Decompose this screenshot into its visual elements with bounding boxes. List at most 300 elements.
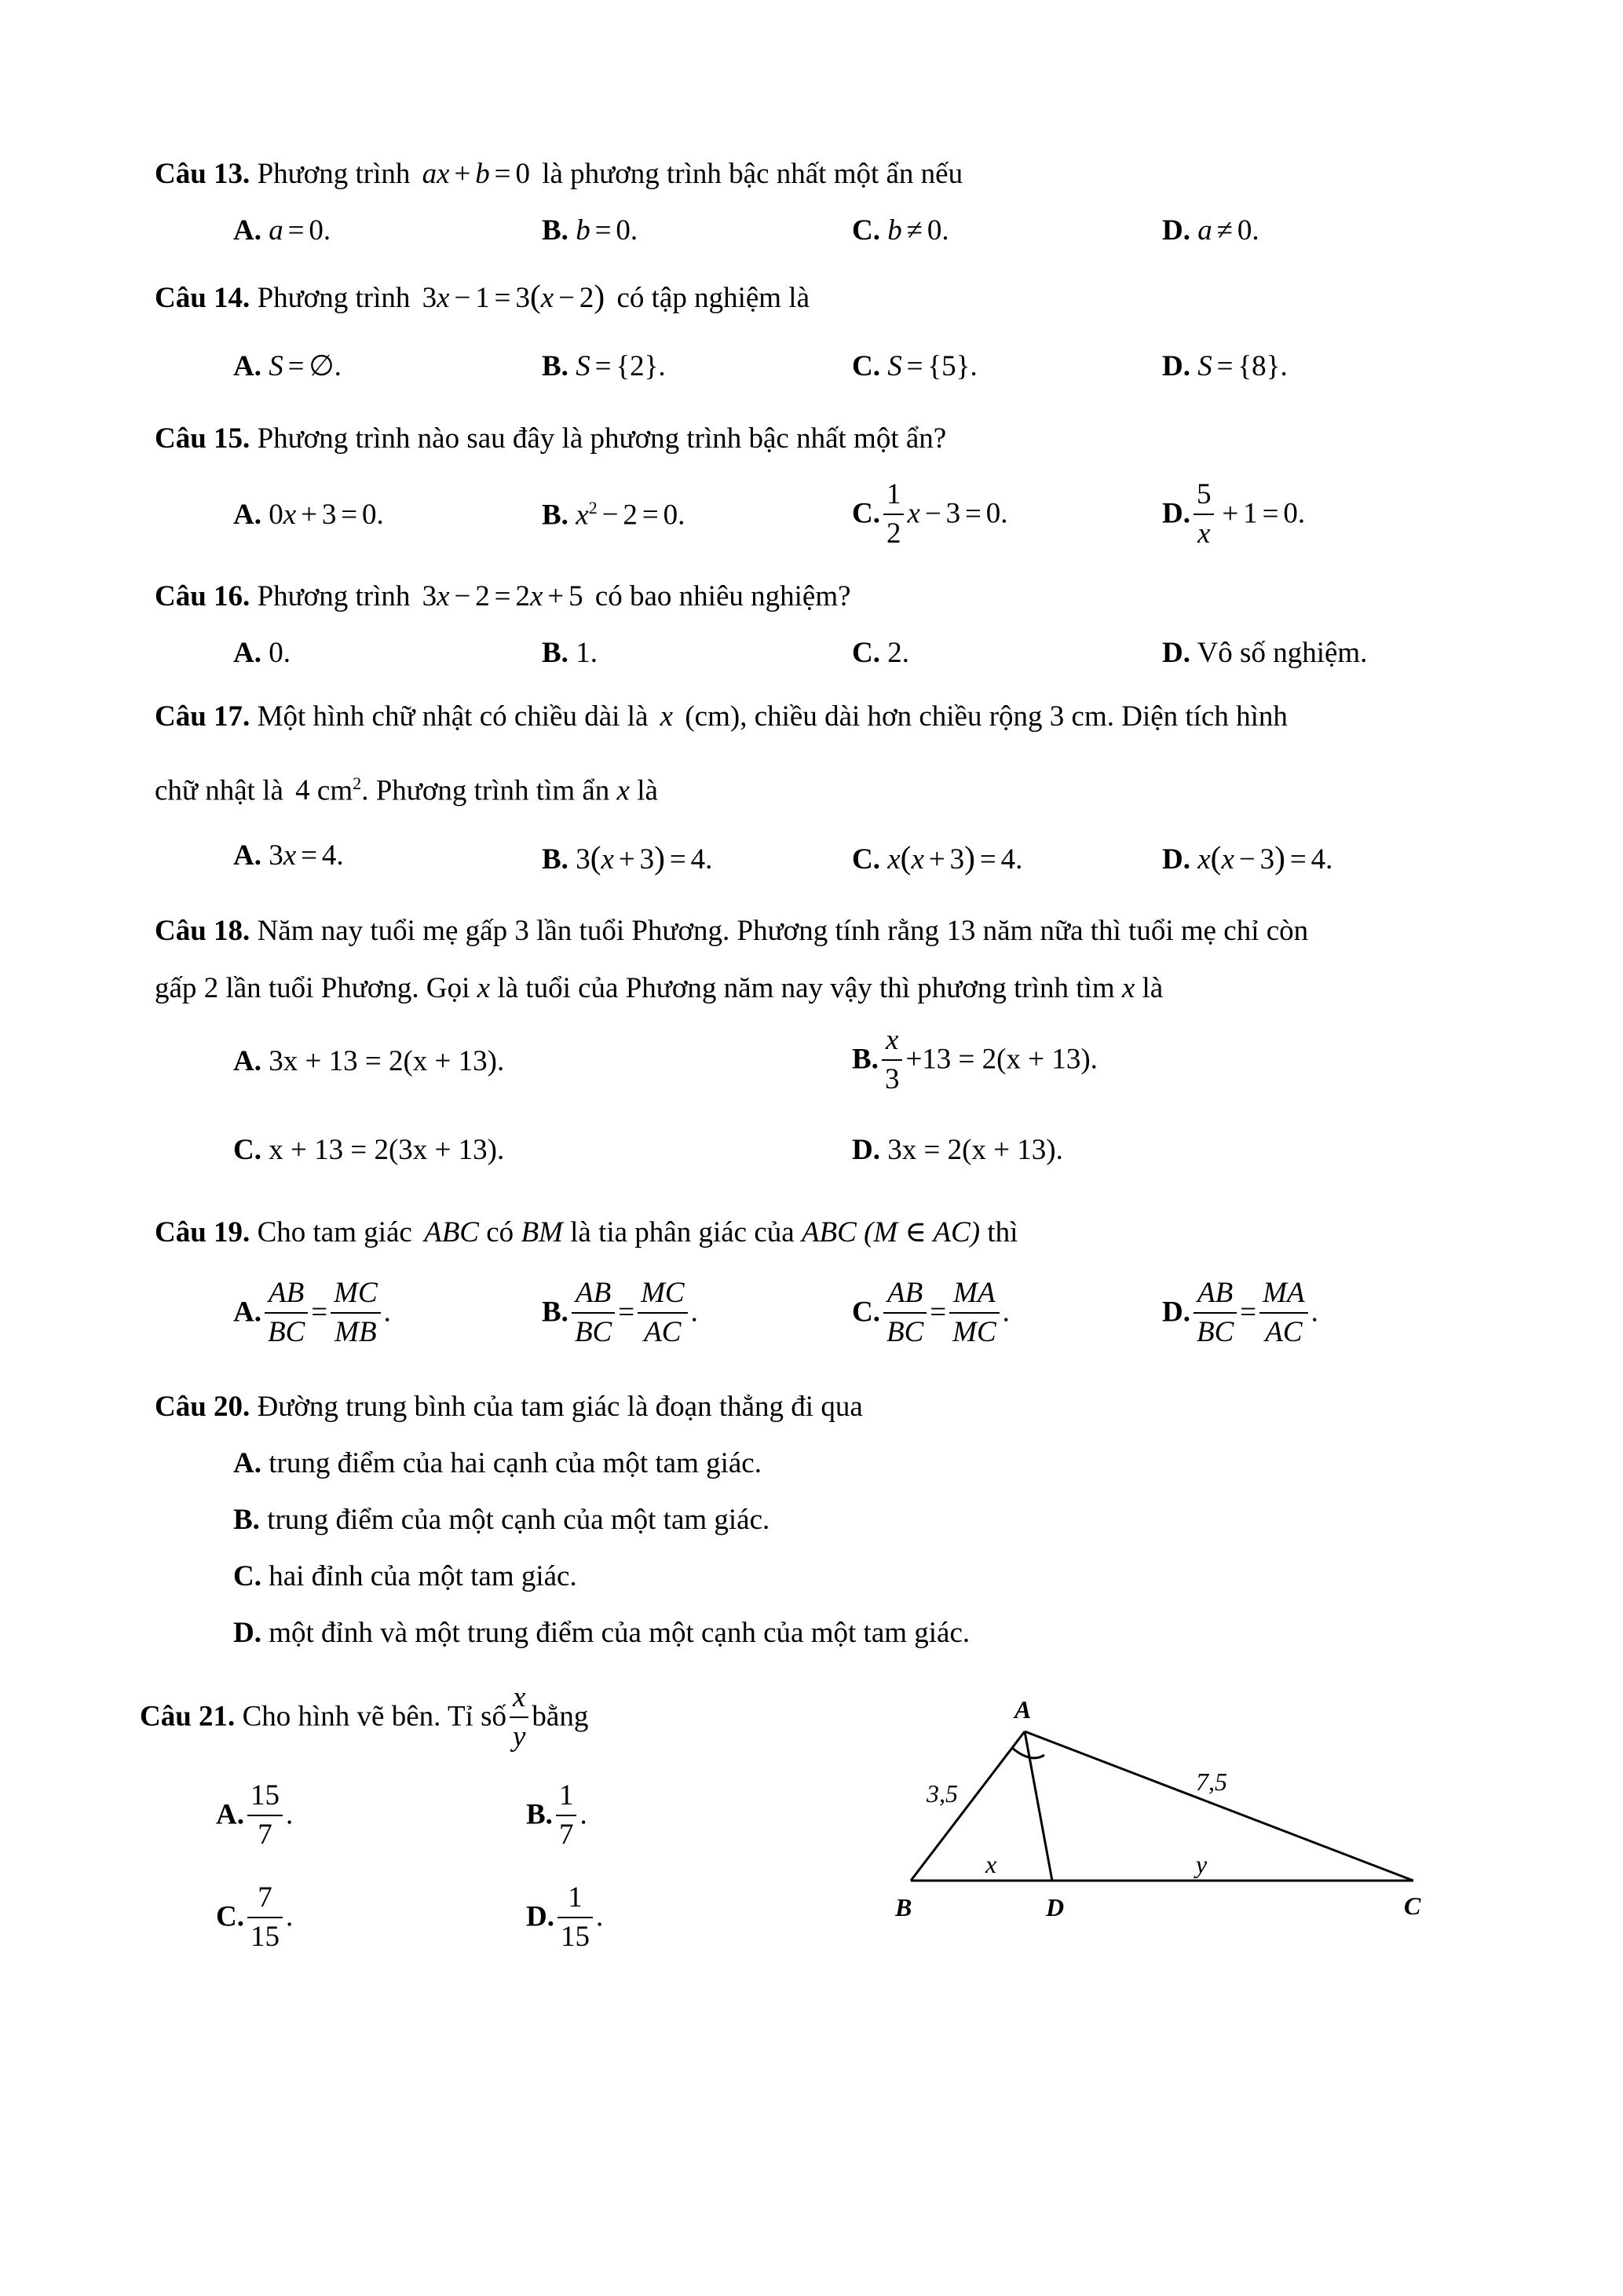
math-op: + <box>301 499 317 531</box>
option-value: 3x = 2(x + 13). <box>887 1134 1063 1166</box>
fraction <box>638 1274 688 1351</box>
option-key: D. <box>852 1134 880 1166</box>
math-paren: ) <box>1274 839 1285 876</box>
option-key: A. <box>233 214 261 247</box>
fraction <box>265 1274 308 1351</box>
stem-text: cm. Diện tích hình <box>1071 700 1288 733</box>
punct: . <box>283 637 291 669</box>
math-op: + <box>547 580 565 612</box>
math-term: a <box>269 214 283 247</box>
question-label: Câu 13. <box>155 158 250 190</box>
math-term: 3 <box>1049 700 1065 733</box>
fraction-denominator: x <box>1197 517 1211 550</box>
math-op: = <box>287 350 305 382</box>
stem-text: , chiều dài hơn chiều rộng <box>740 700 1043 733</box>
stem-text: có tập nghiệm là <box>616 282 810 314</box>
option-b[interactable] <box>542 839 712 878</box>
option-key: B. <box>542 350 568 382</box>
option-c[interactable] <box>216 1881 293 1958</box>
option-key: C. <box>852 497 880 530</box>
option-key: B. <box>542 214 568 247</box>
question-label: Câu 15. <box>155 422 250 455</box>
math-op: = <box>311 1296 328 1329</box>
option-a[interactable] <box>233 1276 391 1353</box>
math-paren: ( <box>1210 839 1222 876</box>
fraction <box>557 1879 593 1956</box>
question-18-stem-line2 <box>155 971 1163 1006</box>
math-term: 4 <box>1310 843 1326 876</box>
option-key: C. <box>852 214 880 247</box>
punct: . <box>323 214 331 247</box>
math-term: x <box>887 843 901 876</box>
fraction <box>949 1274 1000 1351</box>
math-op: = <box>301 839 317 872</box>
stem-text: Một hình chữ nhật có chiều dài là <box>257 700 649 733</box>
option-d[interactable] <box>852 1133 1063 1168</box>
math-term: x <box>601 843 614 876</box>
side-ac <box>1025 1731 1413 1881</box>
option-d[interactable] <box>1162 477 1305 554</box>
fraction-denominator: BC <box>267 1316 305 1349</box>
option-value: +13 = 2(x + 13). <box>905 1043 1098 1076</box>
option-value: Vô số nghiệm. <box>1197 637 1368 669</box>
question-label: Câu 18. <box>155 915 250 947</box>
punct: . <box>690 1296 698 1329</box>
vertex-b-label: B <box>895 1893 912 1921</box>
math-term: 4 <box>321 839 337 872</box>
math-op: = <box>642 499 659 532</box>
math-term: a <box>1197 214 1212 247</box>
math-op: = <box>618 1296 635 1329</box>
math-term: 13 <box>946 915 976 947</box>
question-label: Câu 17. <box>155 700 250 733</box>
option-value: x + 13 = 2(3x + 13). <box>269 1134 505 1166</box>
vertex-a-label: A <box>1014 1695 1032 1724</box>
math-term: 5 <box>568 580 583 612</box>
option-key: D. <box>1162 214 1190 247</box>
math-op: = <box>1240 1296 1257 1329</box>
length-ab-label: 3,5 <box>927 1779 958 1808</box>
punct: . <box>970 350 978 382</box>
segment-y-label: y <box>1196 1850 1208 1878</box>
math-term: ∅ <box>309 350 334 382</box>
question-16-stem <box>155 579 851 614</box>
math-op: = <box>1262 497 1279 530</box>
option-key: C. <box>216 1900 244 1933</box>
punct: . <box>658 350 666 382</box>
fraction-numerator: 1 <box>883 476 905 515</box>
math-term: x <box>437 580 450 612</box>
math-exponent: 2 <box>588 498 598 517</box>
fraction-numerator: AB <box>1193 1274 1237 1314</box>
punct: . <box>1252 214 1259 247</box>
fraction-numerator: 1 <box>557 1879 593 1918</box>
math-term: 3 <box>269 839 283 872</box>
fraction-numerator: 5 <box>1193 476 1215 515</box>
option-a[interactable] <box>233 1446 762 1481</box>
question-label: Câu 16. <box>155 580 250 612</box>
option-value: 0 <box>269 637 283 669</box>
math-term: x <box>907 497 920 530</box>
math-paren: ( <box>900 839 912 876</box>
punct: . <box>336 839 344 872</box>
option-c[interactable] <box>852 1276 1010 1353</box>
fraction <box>1259 1274 1307 1351</box>
math-op: = <box>287 214 305 247</box>
option-b[interactable] <box>542 349 666 384</box>
option-key: B. <box>542 637 568 669</box>
math-paren: ( <box>529 278 541 314</box>
punct: . <box>285 1798 294 1831</box>
fraction <box>331 1274 381 1351</box>
fraction-numerator: AB <box>265 1274 308 1314</box>
math-term: 2 <box>203 972 219 1004</box>
punct: . <box>1002 1296 1010 1329</box>
math-op: ≠ <box>906 214 923 247</box>
stem-text: là tia phân giác của <box>570 1216 795 1249</box>
option-c[interactable] <box>852 214 949 248</box>
option-key: D. <box>1162 637 1190 669</box>
option-b[interactable] <box>542 1276 698 1353</box>
math-term: 2 <box>475 580 490 612</box>
math-term: 0 <box>309 214 324 247</box>
fraction-numerator: x <box>882 1022 903 1061</box>
option-key: B. <box>233 1504 260 1536</box>
math-op: = <box>1289 843 1307 876</box>
math-op: − <box>1238 843 1256 876</box>
option-a[interactable] <box>233 1044 504 1079</box>
option-b[interactable] <box>542 636 598 671</box>
math-op: − <box>924 497 941 530</box>
option-c[interactable] <box>852 349 978 384</box>
math-term: 0. <box>362 499 384 531</box>
bisector-ad <box>1025 1731 1052 1881</box>
fraction-denominator: BC <box>886 1316 924 1349</box>
option-c[interactable] <box>233 1559 577 1594</box>
option-key: D. <box>526 1900 554 1933</box>
math-op: = <box>594 350 612 382</box>
stem-text: lần tuổi Phương. Phương tính rằng <box>536 915 940 947</box>
question-14-stem <box>155 277 810 316</box>
math-op: + <box>1222 497 1239 530</box>
math-term: b <box>576 214 590 247</box>
fraction-denominator: AC <box>1265 1316 1303 1349</box>
vertex-c-label: C <box>1404 1892 1421 1920</box>
math-term: 0 <box>927 214 942 247</box>
option-key: A. <box>233 1296 261 1329</box>
math-term: 0 <box>663 499 678 532</box>
math-op: + <box>618 843 635 876</box>
option-key: D. <box>1162 843 1190 876</box>
fraction-numerator: MA <box>949 1274 1000 1314</box>
option-key: B. <box>542 843 568 876</box>
option-c[interactable] <box>852 636 909 671</box>
math-term: 4 <box>690 843 706 876</box>
fraction-denominator: 2 <box>886 517 901 550</box>
option-key: B. <box>542 499 568 532</box>
fraction-numerator: MC <box>331 1274 381 1314</box>
option-c[interactable] <box>852 839 1022 878</box>
punct: . <box>1325 843 1333 876</box>
option-key: C. <box>852 843 880 876</box>
stem-text: lần tuổi Phương. Gọi <box>225 972 470 1004</box>
math-unit: (cm) <box>685 700 740 733</box>
fraction <box>1193 1274 1237 1351</box>
math-term: 3 <box>321 499 337 531</box>
math-term: x <box>437 282 450 314</box>
option-d[interactable] <box>1162 349 1288 384</box>
fraction-denominator: y <box>512 1720 526 1753</box>
option-key: B. <box>526 1798 553 1831</box>
option-c[interactable] <box>852 477 1008 554</box>
math-op: = <box>906 350 923 382</box>
vertex-d-label: D <box>1046 1893 1065 1921</box>
question-label: Câu 20. <box>155 1391 250 1423</box>
question-17-stem-line2 <box>155 773 658 809</box>
math-term: x <box>1221 843 1234 876</box>
math-term: x <box>283 499 297 531</box>
math-term: x <box>529 580 543 612</box>
option-d[interactable] <box>526 1881 603 1958</box>
option-key: A. <box>233 499 261 531</box>
math-term: 3 <box>1259 843 1275 876</box>
option-a[interactable] <box>233 498 384 532</box>
option-key: C. <box>852 637 880 669</box>
math-term: 0. <box>1283 497 1306 530</box>
stem-text: có <box>486 1216 514 1249</box>
math-op: − <box>601 499 619 532</box>
math-term: ABC <box>801 1216 857 1249</box>
math-paren: ) <box>964 839 975 876</box>
math-term: 0 <box>616 214 631 247</box>
punct: . <box>678 499 685 532</box>
math-op: = <box>494 282 511 314</box>
stem-text: Cho tam giác <box>257 1216 412 1249</box>
math-term: 0 <box>1237 214 1252 247</box>
math-op: + <box>928 843 945 876</box>
option-key: A. <box>233 1045 261 1077</box>
fraction-numerator: MC <box>638 1274 688 1314</box>
math-op: = <box>979 843 996 876</box>
option-key: C. <box>233 1560 261 1592</box>
question-21-stem <box>140 1680 588 1757</box>
math-term: x <box>911 843 924 876</box>
stem-text: là <box>637 774 658 807</box>
stem-text: là phương trình bậc nhất một ẩn nếu <box>542 158 963 190</box>
math-term: 3 <box>949 843 965 876</box>
option-key: C. <box>233 1134 261 1166</box>
fraction <box>1193 476 1215 553</box>
math-term: S <box>576 350 590 382</box>
fraction <box>883 476 905 553</box>
math-term: x <box>660 700 674 733</box>
stem-text: Phương trình <box>257 580 411 612</box>
option-key: A. <box>216 1798 244 1831</box>
option-d[interactable] <box>1162 839 1332 878</box>
stem-text: Đường trung bình của tam giác là đoạn thẳng đi qua <box>257 1391 863 1423</box>
math-term: 3 <box>422 282 437 314</box>
math-term: 1 <box>475 282 490 314</box>
fraction-denominator: 15 <box>250 1921 280 1954</box>
question-18-stem <box>155 914 1308 949</box>
math-paren: ( <box>590 839 601 876</box>
stem-text: năm nữa thì tuổi mẹ chỉ còn <box>982 915 1309 947</box>
fraction-denominator: 7 <box>258 1819 272 1852</box>
option-b[interactable] <box>526 1779 587 1855</box>
math-term: 0. <box>985 497 1008 530</box>
option-key: B. <box>542 1296 568 1329</box>
math-term: 0 <box>515 158 530 190</box>
triangle-figure <box>879 1688 1445 1940</box>
stem-text: bằng <box>532 1700 589 1733</box>
math-term: b <box>475 158 490 190</box>
math-term: {2} <box>616 350 659 382</box>
option-key: D. <box>233 1617 261 1649</box>
option-key: B. <box>852 1043 879 1076</box>
question-label: Câu 21. <box>140 1700 236 1733</box>
option-d[interactable] <box>233 1616 970 1651</box>
option-a[interactable] <box>233 636 291 671</box>
stem-text: là <box>1142 972 1164 1004</box>
math-unit: cm <box>316 774 353 807</box>
question-17-stem <box>155 700 1288 734</box>
punct: . <box>590 637 598 669</box>
option-key: A. <box>233 1447 261 1479</box>
math-term: 4 <box>295 774 310 807</box>
fraction-denominator: MB <box>334 1316 377 1349</box>
option-c[interactable] <box>233 1133 504 1168</box>
option-a[interactable] <box>233 839 344 873</box>
fraction-denominator: 3 <box>884 1063 900 1096</box>
math-term: x <box>477 972 491 1004</box>
punct: . <box>595 1900 604 1933</box>
option-a[interactable] <box>233 349 342 384</box>
math-term: 2 <box>623 499 638 532</box>
math-term: S <box>887 350 902 382</box>
stem-text: Phương trình nào sau đây là phương trình bậc nhất một ẩn? <box>257 422 947 455</box>
math-op: = <box>669 843 686 876</box>
math-op: ≠ <box>1216 214 1233 247</box>
math-term: 2 <box>579 282 594 314</box>
option-b[interactable] <box>233 1503 769 1537</box>
math-op: − <box>454 580 471 612</box>
option-key: A. <box>233 839 261 872</box>
stem-text: Phương trình <box>257 158 411 190</box>
math-term: 3 <box>945 497 961 530</box>
option-b[interactable] <box>542 498 685 533</box>
question-label: Câu 14. <box>155 282 250 314</box>
option-d[interactable] <box>1162 214 1259 248</box>
math-op: = <box>930 1296 947 1329</box>
option-key: A. <box>233 350 261 382</box>
math-op: + <box>454 158 471 190</box>
punct: . <box>1310 1296 1318 1329</box>
stem-text: Cho hình vẽ bên. Tỉ số <box>242 1700 506 1733</box>
option-b[interactable] <box>852 1023 1098 1100</box>
math-term: b <box>887 214 902 247</box>
option-key: C. <box>852 350 880 382</box>
math-term: 4 <box>1000 843 1016 876</box>
math-op: = <box>341 499 358 531</box>
fraction-numerator: 7 <box>247 1879 283 1918</box>
fraction-numerator: 15 <box>247 1777 283 1816</box>
math-term: x <box>283 839 297 872</box>
option-key: D. <box>1162 350 1190 382</box>
math-term: (M ∈ AC) <box>864 1216 981 1249</box>
math-term: ax <box>422 158 450 190</box>
math-paren: ) <box>594 278 605 314</box>
stem-text: thì <box>987 1216 1018 1249</box>
option-b[interactable] <box>542 214 638 248</box>
math-op: = <box>1216 350 1234 382</box>
math-exponent: 2 <box>353 773 362 793</box>
punct: . <box>285 1900 294 1933</box>
length-ac-label: 7,5 <box>1196 1768 1227 1796</box>
stem-text: chữ nhật là <box>155 774 283 807</box>
punct: . <box>334 350 342 382</box>
math-op: = <box>965 497 981 530</box>
math-term: 0 <box>269 499 283 531</box>
punct: . <box>901 637 909 669</box>
fraction-numerator: x <box>510 1679 528 1718</box>
math-term: x <box>1197 843 1211 876</box>
math-term: BM <box>521 1216 563 1249</box>
segment-x-label: x <box>985 1850 997 1878</box>
question-20-stem <box>155 1390 863 1424</box>
option-value: 1 <box>576 637 590 669</box>
option-key: C. <box>852 1296 880 1329</box>
punct: . <box>383 1296 391 1329</box>
question-19-stem <box>155 1216 1018 1250</box>
punct: . <box>1015 843 1023 876</box>
math-op: = <box>494 158 511 190</box>
fraction-denominator: BC <box>1196 1316 1234 1349</box>
math-term: x <box>616 774 630 807</box>
math-term: 3 <box>639 843 655 876</box>
fraction-numerator: 1 <box>556 1777 577 1816</box>
math-op: − <box>454 282 471 314</box>
punct: . <box>1280 350 1288 382</box>
math-op: = <box>594 214 612 247</box>
option-value: hai đỉnh của một tam giác. <box>269 1560 577 1592</box>
stem-text: là tuổi của Phương năm nay vậy thì phương trình tìm <box>497 972 1115 1004</box>
option-value: 3x + 13 = 2(x + 13). <box>269 1045 505 1077</box>
option-d[interactable] <box>1162 636 1367 671</box>
option-key: A. <box>233 637 261 669</box>
math-term: S <box>1197 350 1212 382</box>
math-term: 3 <box>422 580 437 612</box>
fraction <box>247 1879 283 1956</box>
math-term: 2 <box>515 580 530 612</box>
stem-text: có bao nhiêu nghiệm? <box>594 580 851 612</box>
math-term: ABC <box>424 1216 479 1249</box>
fraction-denominator: BC <box>574 1316 612 1349</box>
math-term: 1 <box>1243 497 1258 530</box>
question-label: Câu 19. <box>155 1216 250 1249</box>
fraction-numerator: MA <box>1259 1274 1307 1314</box>
option-a[interactable] <box>233 214 331 248</box>
stem-text: Phương trình <box>257 282 411 314</box>
stem-text: Năm nay tuổi mẹ gấp <box>257 915 508 947</box>
fraction <box>510 1679 528 1756</box>
fraction-denominator: AC <box>644 1316 682 1349</box>
option-value: một đỉnh và một trung điểm của một cạnh của một tam giác. <box>269 1617 971 1649</box>
option-a[interactable] <box>216 1779 293 1855</box>
fraction-denominator: 15 <box>560 1921 590 1954</box>
fraction-numerator: AB <box>883 1274 927 1314</box>
option-d[interactable] <box>1162 1276 1318 1353</box>
punct: . <box>705 843 713 876</box>
